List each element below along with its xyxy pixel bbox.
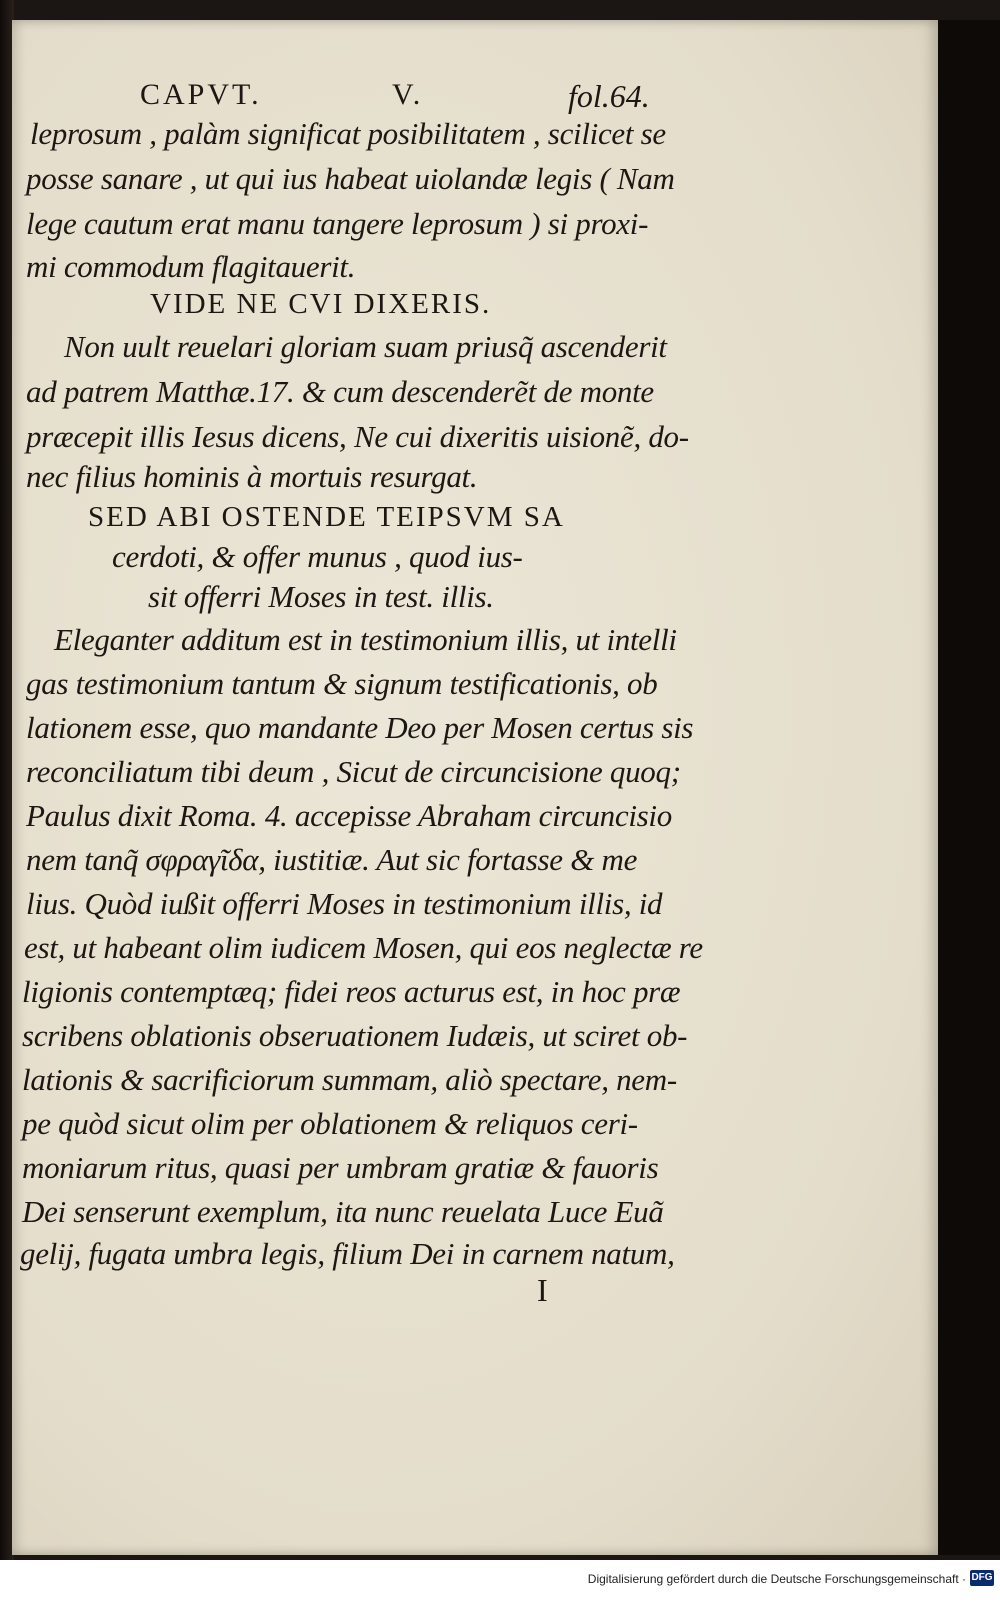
- text-line: lius. Quòd iußit offerri Moses in testimonium illis, id: [26, 886, 663, 921]
- folio-number: fol.64.: [568, 78, 650, 114]
- text-line: nem tanq̃ σφραγῖδα, iustitiæ. Aut sic fortasse & me: [26, 842, 638, 877]
- page-edge-background: [938, 20, 1000, 1555]
- funding-credit: Digitalisierung gefördert durch die Deutsche Forschungsgemeinschaft ·: [587, 1572, 966, 1586]
- text-line: moniarum ritus, quasi per umbram gratiæ & fauoris: [22, 1150, 659, 1185]
- text-line: leprosum , palàm significat posibilitatem , scilicet se: [30, 116, 666, 151]
- section-heading: SED ABI OSTENDE TEIPSVM SA: [88, 501, 565, 533]
- text-line: pe quòd sicut olim per oblationem & reliquos ceri-: [22, 1106, 638, 1141]
- catchword: I: [537, 1272, 548, 1308]
- text-line: præcepit illis Iesus dicens, Ne cui dixeritis uisionẽ, do-: [26, 419, 689, 454]
- text-line: ligionis contemptæq; fidei reos acturus est, in hoc præ: [22, 974, 681, 1009]
- running-head-chapter-number: V.: [392, 78, 424, 111]
- text-line: scribens oblationis obseruationem Iudæis, ut sciret ob-: [22, 1018, 688, 1053]
- section-heading-continuation: sit offerri Moses in test. illis.: [148, 579, 494, 614]
- text-line: Non uult reuelari gloriam suam priusq̃ ascenderit: [64, 329, 667, 364]
- text-line: lationem esse, quo mandante Deo per Mosen certus sis: [26, 710, 694, 745]
- section-heading-continuation: cerdoti, & offer munus , quod ius-: [112, 539, 523, 574]
- dfg-logo-icon: DFG: [970, 1570, 994, 1586]
- text-line: lationis & sacrificiorum summam, aliò spectare, nem-: [22, 1062, 677, 1097]
- text-line: posse sanare , ut qui ius habeat uiolandæ legis ( Nam: [26, 161, 675, 196]
- running-head-chapter: CAPVT.: [140, 78, 262, 111]
- text-line: mi commodum flagitauerit.: [26, 249, 356, 284]
- section-heading: VIDE NE CVI DIXERIS.: [150, 288, 492, 320]
- text-line: est, ut habeant olim iudicem Mosen, qui eos neglectæ re: [24, 930, 703, 965]
- text-line: Paulus dixit Roma. 4. accepisse Abraham circuncisio: [26, 798, 672, 833]
- text-line: Eleganter additum est in testimonium illis, ut intelli: [54, 622, 677, 657]
- text-line: gas testimonium tantum & signum testificationis, ob: [26, 666, 658, 701]
- text-line: Dei senserunt exemplum, ita nunc reuelata Luce Euã: [22, 1194, 664, 1229]
- text-line: ad patrem Matthæ.17. & cum descenderẽt de monte: [26, 374, 654, 409]
- footer-bar: [0, 1560, 1000, 1603]
- text-line: gelij, fugata umbra legis, filium Dei in carnem natum,: [20, 1236, 675, 1271]
- text-line: nec filius hominis à mortuis resurgat.: [26, 459, 478, 494]
- text-line: reconciliatum tibi deum , Sicut de circuncisione quoq;: [26, 754, 681, 789]
- text-line: lege cautum erat manu tangere leprosum ) si proxi-: [26, 206, 649, 241]
